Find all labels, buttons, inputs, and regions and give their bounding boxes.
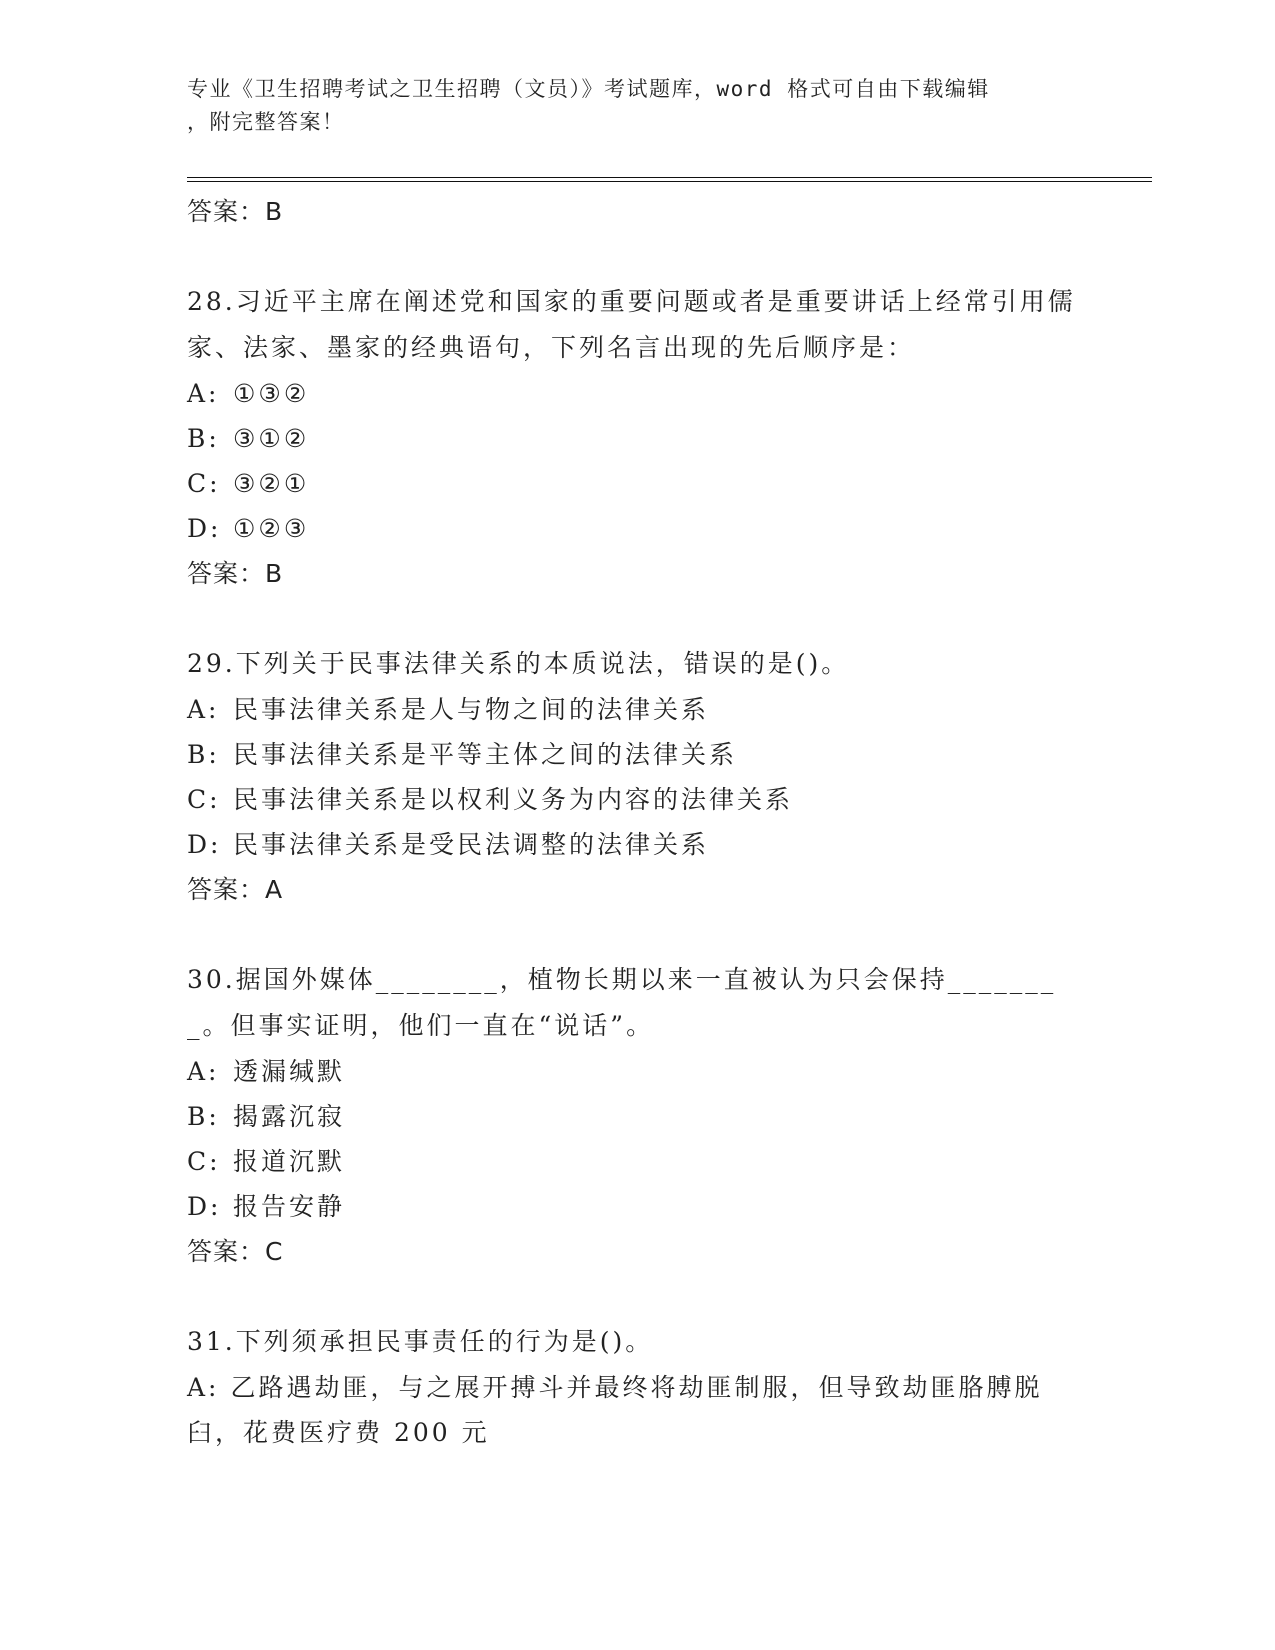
answer-label: 答案： xyxy=(187,197,266,226)
answer-line xyxy=(187,189,1087,235)
option-d xyxy=(187,822,1087,867)
option-key: A: xyxy=(187,379,220,408)
answer-line xyxy=(187,551,1087,597)
header-divider-top xyxy=(187,177,1152,178)
option-text: 民事法律关系是以权利义务为内容的法律关系 xyxy=(233,785,794,814)
header-line-2: ，附完整答案！ xyxy=(187,110,345,134)
answer-label: 答案： xyxy=(187,1237,266,1266)
option-key: C: xyxy=(187,469,221,498)
answer-label: 答案： xyxy=(187,875,266,904)
option-text: ①③② xyxy=(233,379,310,408)
option-d xyxy=(187,1184,1087,1229)
option-text: ③①② xyxy=(233,424,310,453)
option-a xyxy=(187,687,1087,732)
option-b xyxy=(187,416,1087,461)
question-stem: 28.习近平主席在阐述党和国家的重要问题或者是重要讲话上经常引用儒家、法家、墨家的经典语句，下列名言出现的先后顺序是： xyxy=(187,287,1076,362)
answer-line xyxy=(187,867,1087,913)
option-key: A: xyxy=(187,695,220,724)
option-a xyxy=(187,1365,1087,1455)
question-stem: 31.下列须承担民事责任的行为是()。 xyxy=(187,1327,654,1356)
option-c xyxy=(187,1139,1087,1184)
question-block xyxy=(187,641,1087,913)
header-divider-bottom xyxy=(187,181,1152,182)
header-line-1: 专业《卫生招聘考试之卫生招聘（文员）》考试题库，word 格式可自由下载编辑 xyxy=(187,77,990,101)
option-text: 报告安静 xyxy=(233,1192,346,1221)
option-c xyxy=(187,461,1087,506)
question-stem: 30.据国外媒体________，植物长期以来一直被认为只会保持________。但事实证明，他们一直在“说话”。 xyxy=(187,965,1057,1040)
option-text: 透漏缄默 xyxy=(233,1057,346,1086)
answer-value: C xyxy=(265,1237,284,1266)
option-d xyxy=(187,506,1087,551)
option-text: 民事法律关系是人与物之间的法律关系 xyxy=(233,695,710,724)
document-header xyxy=(187,73,1067,139)
option-key: D: xyxy=(187,1192,222,1221)
answer-value: B xyxy=(265,197,284,226)
option-key: B: xyxy=(187,1102,220,1131)
answer-line xyxy=(187,1229,1087,1275)
option-a xyxy=(187,371,1087,416)
question-list xyxy=(187,189,1087,1455)
option-text: 民事法律关系是受民法调整的法律关系 xyxy=(233,830,710,859)
option-text: ①②③ xyxy=(233,514,310,543)
option-c xyxy=(187,777,1087,822)
option-text: 报道沉默 xyxy=(233,1147,346,1176)
option-key: C: xyxy=(187,1147,221,1176)
option-a xyxy=(187,1049,1087,1094)
question-stem: 29.下列关于民事法律关系的本质说法，错误的是()。 xyxy=(187,649,850,678)
option-b xyxy=(187,1094,1087,1139)
option-key: D: xyxy=(187,830,222,859)
option-text: 乙路遇劫匪，与之展开搏斗并最终将劫匪制服，但导致劫匪胳膊脱臼，花费医疗费 200 元 xyxy=(187,1373,1043,1447)
option-key: A: xyxy=(187,1057,220,1086)
option-b xyxy=(187,732,1087,777)
option-key: B: xyxy=(187,424,220,453)
option-text: ③②① xyxy=(233,469,310,498)
option-key: C: xyxy=(187,785,221,814)
question-block xyxy=(187,1319,1087,1455)
option-key: A: xyxy=(187,1373,220,1402)
option-key: B: xyxy=(187,740,220,769)
question-block xyxy=(187,957,1087,1275)
question-block xyxy=(187,279,1087,597)
option-text: 民事法律关系是平等主体之间的法律关系 xyxy=(233,740,738,769)
answer-value: A xyxy=(265,875,284,904)
option-text: 揭露沉寂 xyxy=(233,1102,346,1131)
option-key: D: xyxy=(187,514,222,543)
answer-label: 答案： xyxy=(187,559,266,588)
answer-value: B xyxy=(265,559,284,588)
